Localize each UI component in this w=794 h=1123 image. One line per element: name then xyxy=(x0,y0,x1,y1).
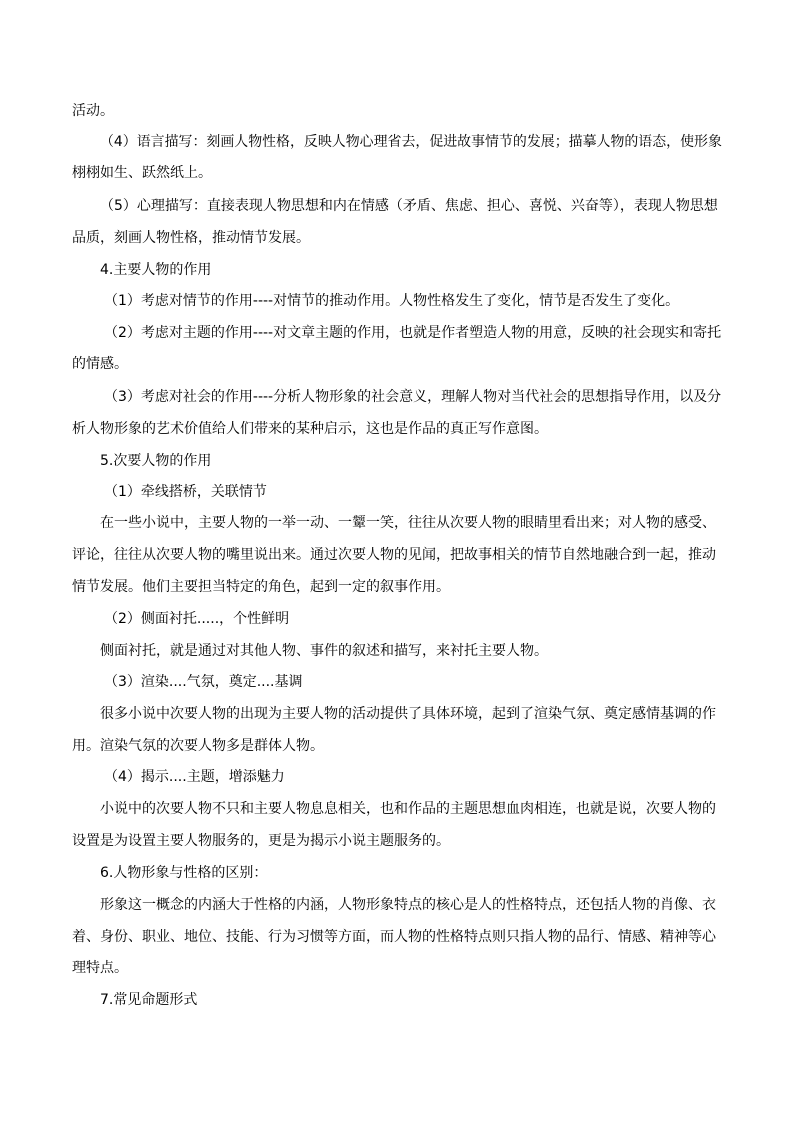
text-line: 很多小说中次要人物的出现为主要人物的活动提供了具体环境，起到了渲染气氛、奠定感情基调的作 xyxy=(100,706,716,722)
text-line: （4）语言描写：刻画人物性格，反映人物心理省去，促进故事情节的发展；描摹人物的语态，使形象 xyxy=(100,134,722,150)
section-heading: 6.人物形象与性格的区别： xyxy=(100,865,268,881)
section-heading: 5.次要人物的作用 xyxy=(100,453,212,469)
text-line: 理特点。 xyxy=(72,960,128,976)
text-line: 小说中的次要人物不只和主要人物息息相关，也和作品的主题思想血肉相连，也就是说，次要人物的 xyxy=(100,801,716,817)
text-line: 用。渲染气氛的次要人物多是群体人物。 xyxy=(72,738,324,754)
text-line: （1）考虑对情节的作用----对情节的推动作用。人物性格发生了变化，情节是否发生了变化。 xyxy=(104,293,680,309)
text-line: （2）考虑对主题的作用----对文章主题的作用，也就是作者塑造人物的用意，反映的社会现实和寄托 xyxy=(104,325,722,341)
text-line: 在一些小说中，主要人物的一举一动、一颦一笑，往往从次要人物的眼睛里看出来；对人物的感受、 xyxy=(100,515,716,531)
section-heading: 7.常见命题形式 xyxy=(100,992,198,1008)
text-line: （4）揭示....主题，增添魅力 xyxy=(104,769,285,785)
text-line: （3）考虑对社会的作用----分析人物形象的社会意义，理解人物对当代社会的思想指导作用，以及分 xyxy=(104,389,722,405)
section-heading: 4.主要人物的作用 xyxy=(100,262,212,278)
text-line: （2）侧面衬托.....，个性鲜明 xyxy=(104,611,290,627)
text-line: 活动。 xyxy=(72,103,114,119)
text-line: 着、身份、职业、地位、技能、行为习惯等方面，而人物的性格特点则只指人物的品行、情感、精神等心 xyxy=(72,929,716,945)
text-line: 的情感。 xyxy=(72,356,128,372)
text-line: 形象这一概念的内涵大于性格的内涵，人物形象特点的核心是人的性格特点，还包括人物的肖像、衣 xyxy=(100,897,716,913)
text-line: 设置是为设置主要人物服务的，更是为揭示小说主题服务的。 xyxy=(72,833,450,849)
text-line: 侧面衬托，就是通过对其他人物、事件的叙述和描写，来衬托主要人物。 xyxy=(100,643,548,659)
text-line: （1）牵线搭桥，关联情节 xyxy=(104,484,267,500)
text-line: 析人物形象的艺术价值给人们带来的某种启示，这也是作品的真正写作意图。 xyxy=(72,421,548,437)
text-line: 栩栩如生、跃然纸上。 xyxy=(72,165,212,181)
text-line: 品质，刻画人物性格，推动情节发展。 xyxy=(72,230,310,246)
text-line: （3）渲染....气氛，奠定....基调 xyxy=(104,674,303,690)
text-line: 情节发展。他们主要担当特定的角色，起到一定的叙事作用。 xyxy=(72,579,450,595)
text-line: 评论，往往从次要人物的嘴里说出来。通过次要人物的见闻，把故事相关的情节自然地融合到一起，推动 xyxy=(72,547,716,563)
text-line: （5）心理描写：直接表现人物思想和内在情感（矛盾、焦虑、担心、喜悦、兴奋等），表现人物思想 xyxy=(100,198,718,214)
